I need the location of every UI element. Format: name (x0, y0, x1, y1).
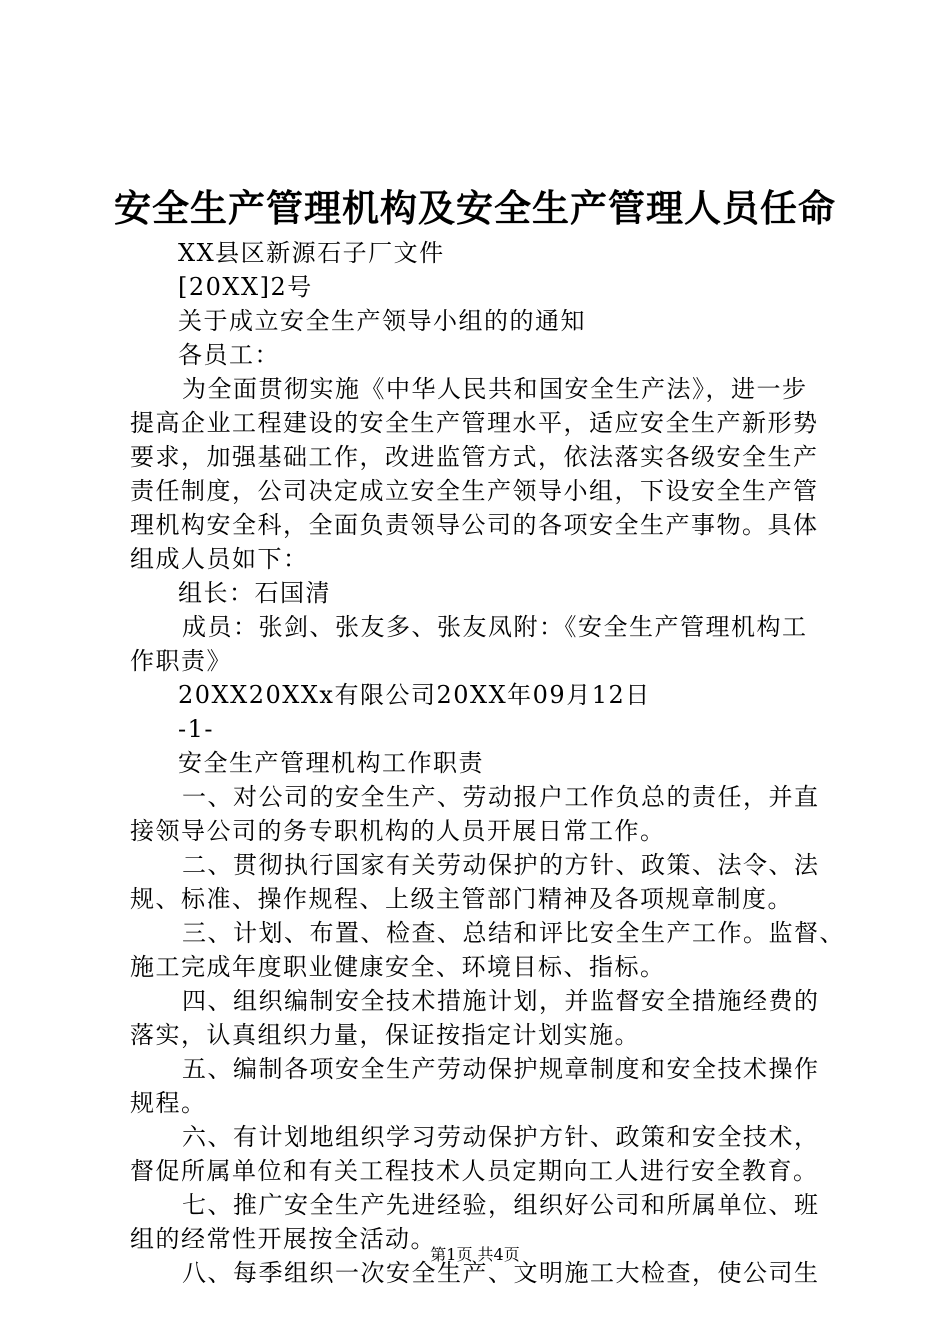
text-line: 成员：张剑、张友多、张友凤附：《安全生产管理机构工 (182, 613, 808, 641)
text-line: 责任制度，公司决定成立安全生产领导小组，下设安全生产管 (130, 477, 819, 505)
text-line: 各员工： (178, 341, 280, 369)
text-line: -1- (178, 715, 214, 743)
text-line: 八、每季组织一次安全生产、文明施工大检查，使公司生 (182, 1259, 820, 1287)
text-line: 理机构安全科，全面负责领导公司的各项安全生产事物。具体 (130, 511, 819, 539)
text-line: [20XX]2号 (178, 273, 313, 301)
text-line: 组的经常性开展按全活动。 (130, 1225, 436, 1253)
text-line: 接领导公司的务专职机构的人员开展日常工作。 (130, 817, 666, 845)
text-line: 为全面贯彻实施《中华人民共和国安全生产法》，进一步 (182, 375, 808, 403)
text-line: 规程。 (130, 1089, 207, 1117)
text-line: 督促所属单位和有关工程技术人员定期向工人进行安全教育。 (130, 1157, 819, 1185)
text-line: 四、组织编制安全技术措施计划，并监督安全措施经费的 (182, 987, 820, 1015)
text-line: 施工完成年度职业健康安全、环境目标、指标。 (130, 953, 666, 981)
text-line: 六、有计划地组织学习劳动保护方针、政策和安全技术， (182, 1123, 820, 1151)
page-footer: 第1页 共4页 (430, 1245, 520, 1264)
text-line: 组长：石国清 (178, 579, 331, 607)
text-line: 三、计划、布置、检查、总结和评比安全生产工作。监督、 (182, 919, 845, 947)
text-line: 落实，认真组织力量，保证按指定计划实施。 (130, 1021, 640, 1049)
text-line: 七、推广安全生产先进经验，组织好公司和所属单位、班 (182, 1191, 820, 1219)
text-line: 安全生产管理机构工作职责 (178, 749, 484, 777)
text-line: 组成人员如下： (130, 545, 309, 573)
text-line: 作职责》 (130, 647, 232, 675)
text-line: 要求，加强基础工作，改进监管方式，依法落实各级安全生产 (130, 443, 819, 471)
text-line: 关于成立安全生产领导小组的的通知 (178, 307, 586, 335)
text-line: 20XX20XXx有限公司20XX年09月12日 (178, 681, 651, 709)
text-line: XX县区新源石子厂文件 (178, 239, 445, 267)
document-title: 安全生产管理机构及安全生产管理人员任命 (114, 186, 836, 230)
text-line: 提高企业工程建设的安全生产管理水平，适应安全生产新形势 (130, 409, 819, 437)
text-line: 一、对公司的安全生产、劳动报户工作负总的责任，并直 (182, 783, 820, 811)
text-line: 规、标准、操作规程、上级主管部门精神及各项规章制度。 (130, 885, 793, 913)
document-body (130, 236, 850, 1290)
text-line: 五、编制各项安全生产劳动保护规章制度和安全技术操作 (182, 1055, 820, 1083)
text-line: 二、贯彻执行国家有关劳动保护的方针、政策、法令、法 (182, 851, 820, 879)
